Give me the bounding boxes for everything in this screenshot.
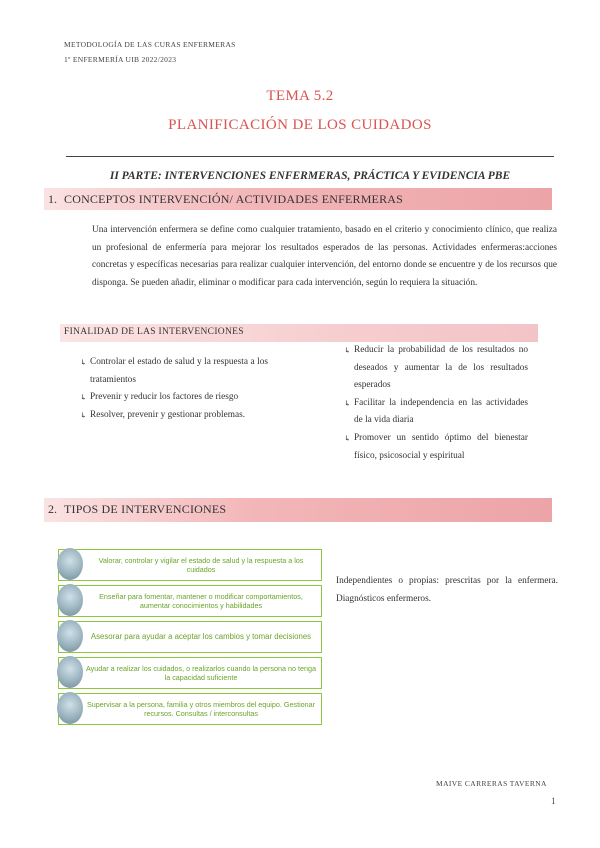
intervention-card-text: Asesorar para ayudar a aceptar los cambios y tomar decisiones <box>90 632 312 642</box>
intervention-card-text: Enseñar para fomentar, mantener o modificar comportamientos, aumentar conocimientos y habilidades <box>99 591 303 610</box>
nurse-photo-icon <box>57 656 83 688</box>
nurse-photo-icon <box>57 584 83 616</box>
list-item: ↳ Controlar el estado de salud y la respuesta a los tratamientos <box>80 354 268 389</box>
arrow-icon: ↳ <box>344 398 351 408</box>
intervention-card <box>58 657 322 689</box>
list-item: ↳ Resolver, prevenir y gestionar problemas. <box>80 407 268 425</box>
finalidad-list-left <box>80 354 268 424</box>
intervention-card-text: Supervisar a la persona, familia y otros miembros del equipo. Gestionar recursos. Consultas / interconsultas <box>86 699 316 718</box>
section-2-heading <box>44 498 552 522</box>
finalidad-title: FINALIDAD DE LAS INTERVENCIONES <box>64 327 244 337</box>
nurse-photo-icon <box>57 548 83 580</box>
section-1-title: CONCEPTOS INTERVENCIÓN/ ACTIVIDADES ENFERMERAS <box>64 192 404 206</box>
independent-interventions-text: Independientes o propias: prescritas por la enfermera. Diagnósticos enfermeros. <box>336 576 558 604</box>
arrow-icon: ↳ <box>80 410 87 420</box>
intervention-card-text: Valorar, controlar y vigilar el estado de salud y la respuesta a los cuidados <box>98 555 304 574</box>
footer-author: MAIVE CARRERAS TAVERNA <box>436 779 547 788</box>
title-divider <box>66 156 554 157</box>
topic-title: TEMA 5.2 <box>266 88 334 104</box>
list-item: ↳ Prevenir y reducir los factores de riesgo <box>80 389 268 407</box>
list-item: ↳ Promover un sentido óptimo del bienestar físico, psicosocial y espiritual <box>344 430 528 465</box>
arrow-icon: ↳ <box>80 358 87 367</box>
arrow-icon: ↳ <box>344 433 351 443</box>
section-2-title: TIPOS DE INTERVENCIONES <box>64 502 227 516</box>
finalidad-heading <box>60 324 538 342</box>
intervention-card <box>58 693 322 725</box>
document-header-year: 1º ENFERMERÍA UIB 2022/2023 <box>64 55 177 64</box>
page-number: 1 <box>551 796 556 806</box>
section-1-paragraph: Una intervención enfermera se define como cualquier tratamiento, basado en el criterio y conocimiento clínico, que realiza un profesional de enfermería para mejorar los resultados esperados de las personas. Actividades enfermeras:acciones concretas y específicas necesarias para realizar cualquier intervención, del entorno donde se encuentre y de los recursos que disponga. Se pueden añadir, eliminar o modificar para cada intervención, según lo requiera la situación. <box>92 225 557 288</box>
nurse-photo-icon <box>57 620 83 652</box>
intervention-card <box>58 621 322 653</box>
nurse-photo-icon <box>57 692 83 724</box>
list-item: ↳ Reducir la probabilidad de los resultados no deseados y aumentar la de los resultados esperados <box>344 342 528 395</box>
document-header-course: METODOLOGÍA DE LAS CURAS ENFERMERAS <box>64 40 236 49</box>
section-1-heading <box>44 188 552 210</box>
topic-subtitle: PLANIFICACIÓN DE LOS CUIDADOS <box>168 117 432 133</box>
arrow-icon: ↳ <box>344 346 351 355</box>
finalidad-list-right <box>344 342 528 465</box>
intervention-card <box>58 549 322 581</box>
intervention-card-text: Ayudar a realizar los cuidados, o realizarlos cuando la persona no tenga la capacidad suficiente <box>85 663 316 682</box>
section-2-number: 2. <box>48 502 57 516</box>
part-heading: II PARTE: INTERVENCIONES ENFERMERAS, PRÁCTICA Y EVIDENCIA PBE <box>109 170 511 182</box>
section-1-number: 1. <box>48 192 57 206</box>
intervention-card <box>58 585 322 617</box>
arrow-icon: ↳ <box>80 393 87 403</box>
list-item: ↳ Facilitar la independencia en las actividades de la vida diaria <box>344 395 528 430</box>
